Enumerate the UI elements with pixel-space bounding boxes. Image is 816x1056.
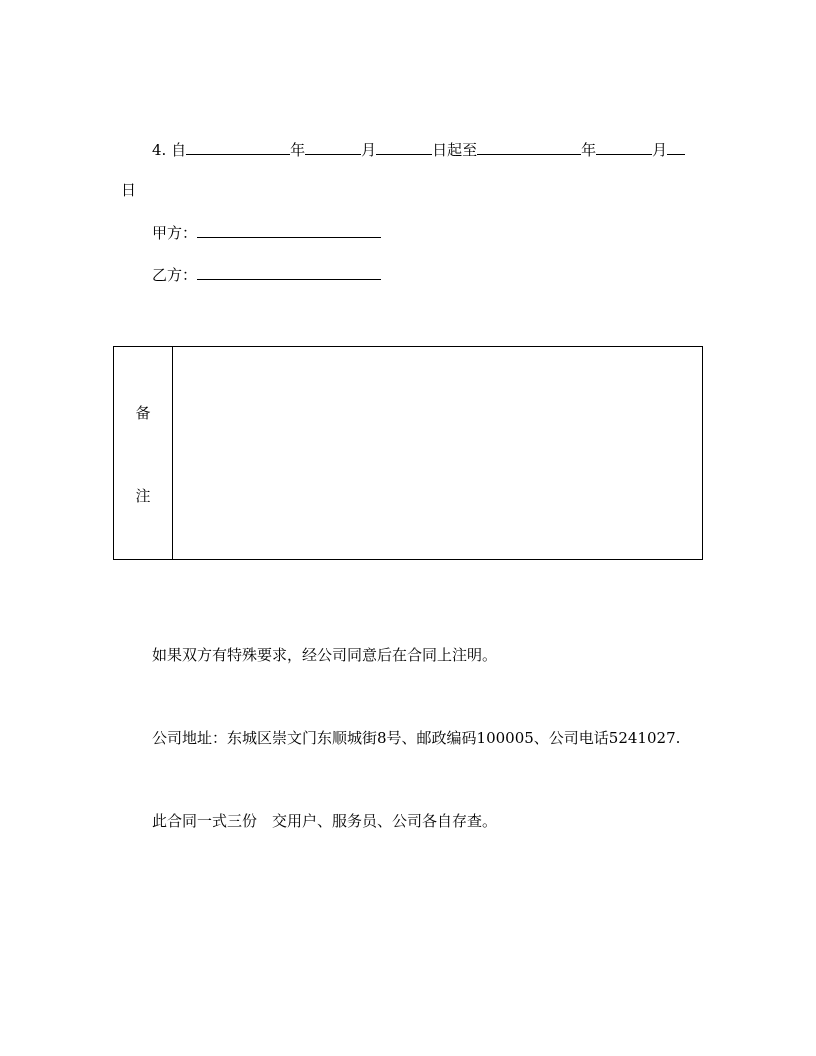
end-day-label: 日 (121, 181, 137, 199)
remarks-content-area[interactable] (173, 347, 702, 559)
special-requirements-text: 如果双方有特殊要求，经公司同意后在合同上注明。 (152, 646, 498, 664)
start-day-blank[interactable] (376, 138, 432, 155)
end-year-label: 年 (581, 141, 597, 159)
end-month-label: 月 (652, 141, 668, 159)
start-day-to-label: 日起至 (432, 141, 478, 159)
start-month-blank[interactable] (305, 138, 361, 155)
end-day-blank[interactable] (667, 138, 685, 155)
remarks-char-2: 注 (135, 487, 151, 505)
party-b-label: 乙方： (152, 266, 198, 284)
copies-text: 此合同一式三份 交用户、服务员、公司各自存查。 (152, 812, 498, 830)
clause-number: 4. (152, 141, 167, 159)
start-year-blank[interactable] (186, 138, 290, 155)
start-month-label: 月 (361, 141, 377, 159)
end-month-blank[interactable] (596, 138, 652, 155)
end-year-blank[interactable] (477, 138, 581, 155)
date-clause (152, 138, 685, 160)
remarks-char-1: 备 (135, 404, 151, 422)
party-a-label: 甲方： (152, 224, 198, 242)
start-year-label: 年 (290, 141, 306, 159)
party-a-row (152, 221, 381, 243)
from-label: 自 (171, 141, 187, 159)
company-address-text: 公司地址：东城区崇文门东顺城街8号、邮政编码100005、公司电话5241027. (152, 729, 681, 747)
party-b-blank[interactable] (197, 263, 381, 280)
party-b-row (152, 263, 381, 285)
remarks-box (113, 346, 703, 560)
party-a-blank[interactable] (197, 221, 381, 238)
